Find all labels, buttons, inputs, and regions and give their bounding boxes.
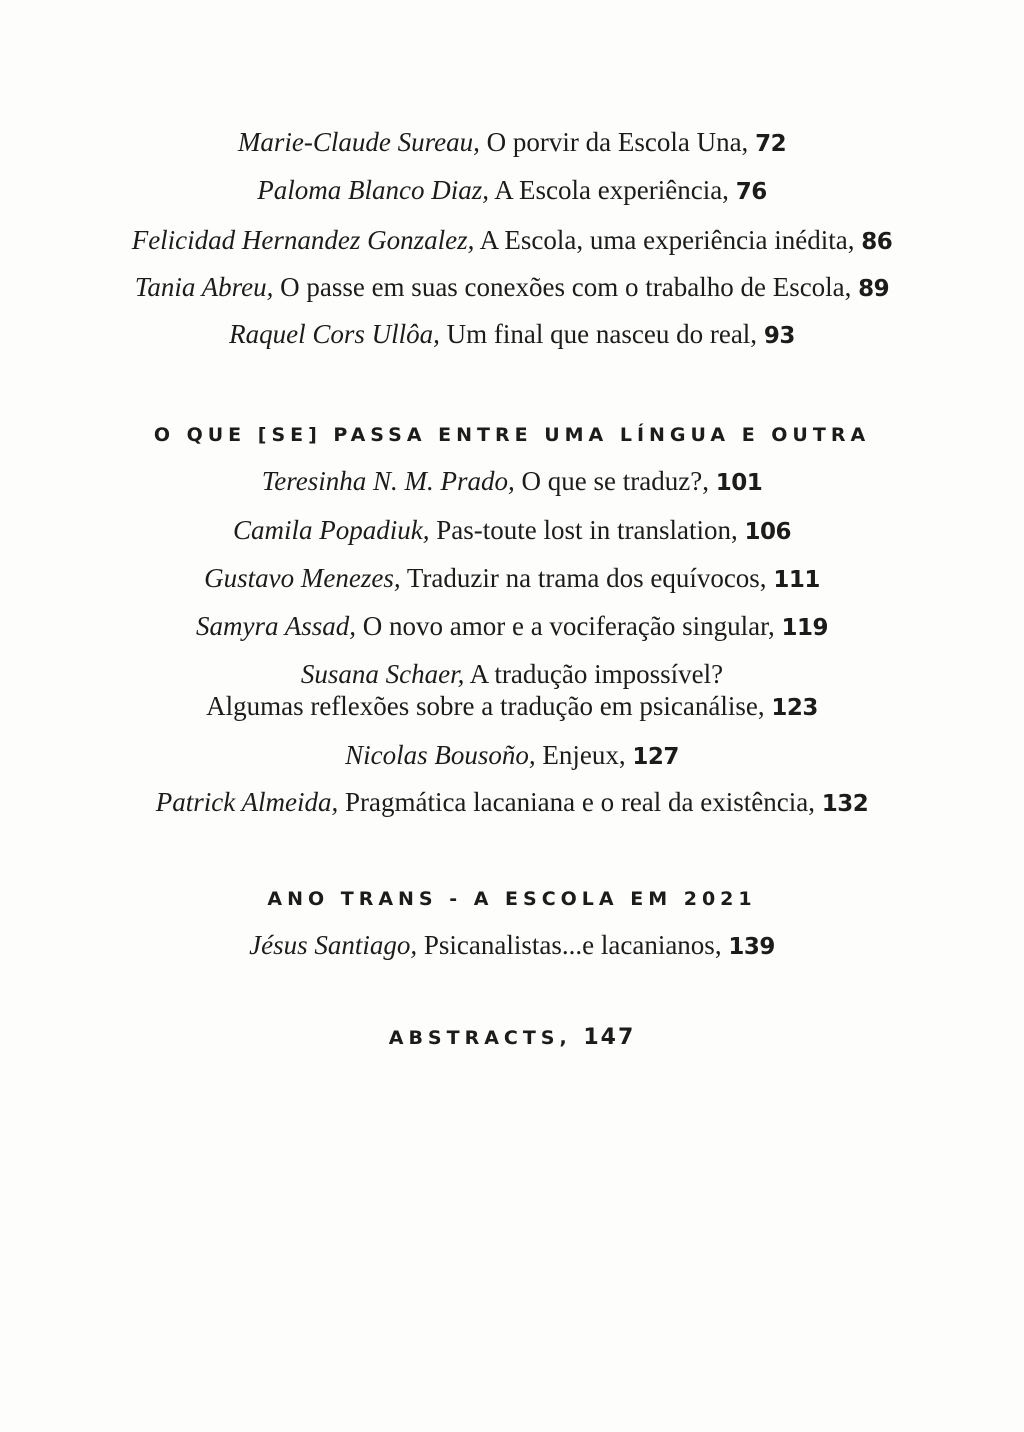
toc-entry	[0, 929, 1024, 963]
entry-title: O novo amor e a vociferação singular,	[355, 611, 782, 641]
entry-author: Marie-Claude Sureau,	[237, 127, 480, 157]
entry-title: Um final que nasceu do real,	[439, 319, 764, 349]
toc-entry	[0, 271, 1024, 305]
abstracts-page-number: 147	[583, 1025, 636, 1050]
abstracts-heading	[0, 1025, 1024, 1051]
entry-title: Traduzir na trama dos equívocos,	[400, 563, 774, 593]
entry-page-number: 106	[744, 519, 791, 545]
entry-page-number: 101	[715, 470, 763, 496]
entry-author: Camila Popadiuk,	[233, 515, 430, 545]
entry-title: A Escola experiência,	[489, 175, 736, 205]
entry-page-number: 86	[861, 229, 893, 255]
entry-title: Pragmática lacaniana e o real da existência,	[338, 787, 822, 817]
entry-author: Teresinha N. M. Prado,	[261, 466, 515, 496]
entry-author: Jésus Santiago,	[249, 930, 418, 960]
section-heading: O QUE [SE] PASSA ENTRE UMA LÍNGUA E OUTRA	[153, 424, 871, 446]
entry-title: O que se traduz?,	[514, 466, 716, 496]
toc-entry	[0, 610, 1024, 644]
entry-page-number: 123	[771, 695, 818, 721]
entry-author: Gustavo Menezes,	[204, 563, 401, 593]
toc-entry	[0, 174, 1024, 208]
toc-entry	[0, 739, 1024, 773]
entry-title: A Escola, uma experiência inédita,	[474, 225, 862, 255]
entry-author: Susana Schaer,	[300, 659, 465, 689]
entry-title-line2: Algumas reflexões sobre a tradução em psicanálise,	[206, 691, 772, 721]
entry-author: Nicolas Bousoño,	[345, 740, 536, 770]
toc-entry	[0, 126, 1024, 160]
toc-entry	[0, 514, 1024, 548]
entry-page-number: 127	[632, 744, 679, 770]
abstracts-label: ABSTRACTS,	[388, 1027, 584, 1049]
entry-page-number: 132	[821, 791, 869, 817]
entry-author: Patrick Almeida,	[155, 787, 339, 817]
entry-author: Paloma Blanco Diaz,	[257, 175, 490, 205]
entry-title: O passe em suas conexões com o trabalho de Escola,	[273, 272, 859, 302]
toc-entry	[0, 658, 1024, 724]
toc-entry	[0, 318, 1024, 352]
entry-title: Pas-toute lost in translation,	[429, 515, 745, 545]
entry-page-number: 119	[781, 615, 829, 641]
entry-title: A tradução impossível?	[464, 659, 724, 689]
entry-page-number: 93	[763, 323, 795, 349]
toc-entry	[0, 465, 1024, 499]
entry-page-number: 89	[858, 276, 890, 302]
entry-title: Psicanalistas...e lacanianos,	[417, 930, 729, 960]
entry-title-continuation	[0, 690, 1024, 724]
entry-title: Enjeux,	[535, 740, 633, 770]
entry-author: Samyra Assad,	[195, 611, 356, 641]
section-heading: ANO TRANS - A ESCOLA EM 2021	[267, 888, 757, 910]
entry-author: Tania Abreu,	[134, 272, 274, 302]
toc-entry	[0, 224, 1024, 258]
entry-page-number: 111	[773, 567, 820, 593]
entry-author: Felicidad Hernandez Gonzalez,	[131, 225, 475, 255]
entry-title: O porvir da Escola Una,	[479, 127, 756, 157]
entry-page-number: 139	[728, 934, 775, 960]
toc-entry	[0, 562, 1024, 596]
entry-page-number: 76	[735, 179, 767, 205]
entry-author: Raquel Cors Ullôa,	[229, 319, 440, 349]
entry-page-number: 72	[755, 131, 787, 157]
toc-entry	[0, 786, 1024, 820]
